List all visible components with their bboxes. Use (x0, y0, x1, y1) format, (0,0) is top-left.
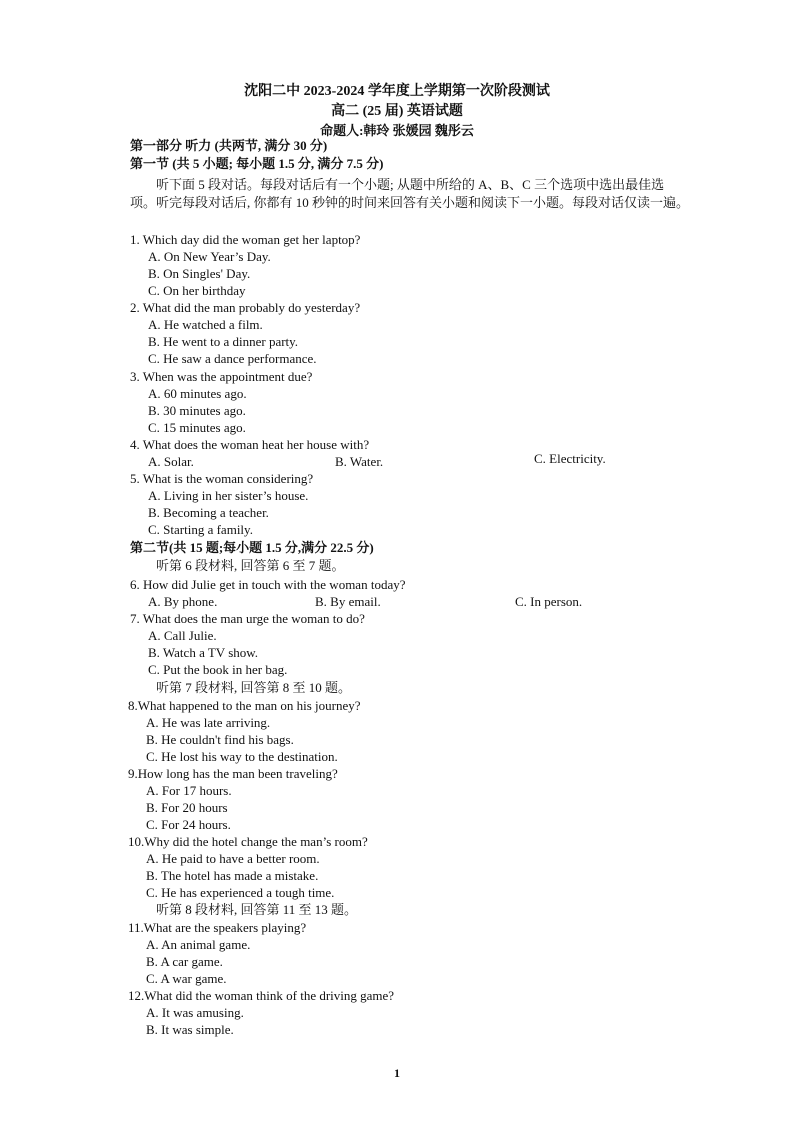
option-a: A. He watched a film. (148, 317, 263, 332)
option-c: C. He saw a dance performance. (148, 351, 317, 366)
option-c: C. He has experienced a tough time. (146, 885, 335, 900)
question-stem: 1. Which day did the woman get her laptop? (130, 232, 361, 247)
question-stem: 9.How long has the man been traveling? (128, 766, 338, 781)
material-note: 听第 7 段材料, 回答第 8 至 10 题。 (156, 680, 352, 695)
option-a: A. Solar. (148, 454, 194, 469)
option-b: B. Becoming a teacher. (148, 505, 269, 520)
question-stem: 5. What is the woman considering? (130, 471, 314, 486)
option-b: B. A car game. (146, 954, 223, 969)
option-c: C. For 24 hours. (146, 817, 231, 832)
option-a: A. Call Julie. (148, 628, 217, 643)
option-a: A. Living in her sister’s house. (148, 488, 309, 503)
question-stem: 2. What did the man probably do yesterday? (130, 300, 361, 315)
option-c: C. Put the book in her bag. (148, 662, 288, 677)
option-b: B. The hotel has made a mistake. (146, 868, 319, 883)
option-c: C. Electricity. (534, 451, 606, 466)
part1-heading: 第一部分 听力 (共两节, 满分 30 分) (130, 138, 328, 153)
option-a: A. It was amusing. (146, 1005, 244, 1020)
option-a: A. He paid to have a better room. (146, 851, 320, 866)
option-c: C. He lost his way to the destination. (146, 749, 338, 764)
option-b: B. It was simple. (146, 1022, 234, 1037)
material-note: 听第 6 段材料, 回答第 6 至 7 题。 (156, 558, 345, 573)
question-stem: 3. When was the appointment due? (130, 369, 313, 384)
question-stem: 6. How did Julie get in touch with the woman today? (130, 577, 406, 592)
option-b: B. Water. (335, 454, 384, 469)
question-stem: 4. What does the woman heat her house with? (130, 437, 370, 452)
exam-title: 沈阳二中 2023-2024 学年度上学期第一次阶段测试 (244, 84, 550, 99)
option-b: B. On Singles' Day. (148, 266, 251, 281)
option-a: A. By phone. (148, 594, 218, 609)
section2-heading: 第二节(共 15 题;每小题 1.5 分,满分 22.5 分) (130, 540, 374, 555)
exam-authors: 命题人:韩玲 张媛园 魏彤云 (320, 123, 474, 138)
option-b: B. Watch a TV show. (148, 645, 259, 660)
option-a: A. On New Year’s Day. (148, 249, 271, 264)
option-a: A. An animal game. (146, 937, 251, 952)
exam-subtitle: 高二 (25 届) 英语试题 (331, 104, 463, 119)
option-c: C. On her birthday (148, 283, 246, 298)
question-stem: 10.Why did the hotel change the man’s room? (128, 834, 368, 849)
option-c: C. 15 minutes ago. (148, 420, 246, 435)
page-number: 1 (394, 1066, 400, 1080)
question-stem: 11.What are the speakers playing? (128, 920, 307, 935)
question-stem: 8.What happened to the man on his journey? (128, 698, 361, 713)
option-a: A. For 17 hours. (146, 783, 232, 798)
option-b: B. By email. (315, 594, 381, 609)
option-c: C. In person. (515, 594, 583, 609)
option-b: B. For 20 hours (146, 800, 228, 815)
question-stem: 7. What does the man urge the woman to do? (130, 611, 365, 626)
option-b: B. He went to a dinner party. (148, 334, 299, 349)
option-a: A. 60 minutes ago. (148, 386, 247, 401)
option-b: B. 30 minutes ago. (148, 403, 246, 418)
section1-heading: 第一节 (共 5 小题; 每小题 1.5 分, 满分 7.5 分) (130, 156, 384, 171)
section1-instructions: 听下面 5 段对话。每段对话后有一个小题; 从题中所给的 A、B、C 三个选项中选出最佳选项。听完每段对话后, 你都有 10 秒钟的时间来回答有关小题和阅读下一小题。每段对话仅读一遍。 (130, 177, 690, 210)
option-c: C. Starting a family. (148, 522, 253, 537)
material-note: 听第 8 段材料, 回答第 11 至 13 题。 (156, 902, 358, 917)
option-c: C. A war game. (146, 971, 227, 986)
question-stem: 12.What did the woman think of the driving game? (128, 988, 395, 1003)
option-a: A. He was late arriving. (146, 715, 271, 730)
option-b: B. He couldn't find his bags. (146, 732, 294, 747)
